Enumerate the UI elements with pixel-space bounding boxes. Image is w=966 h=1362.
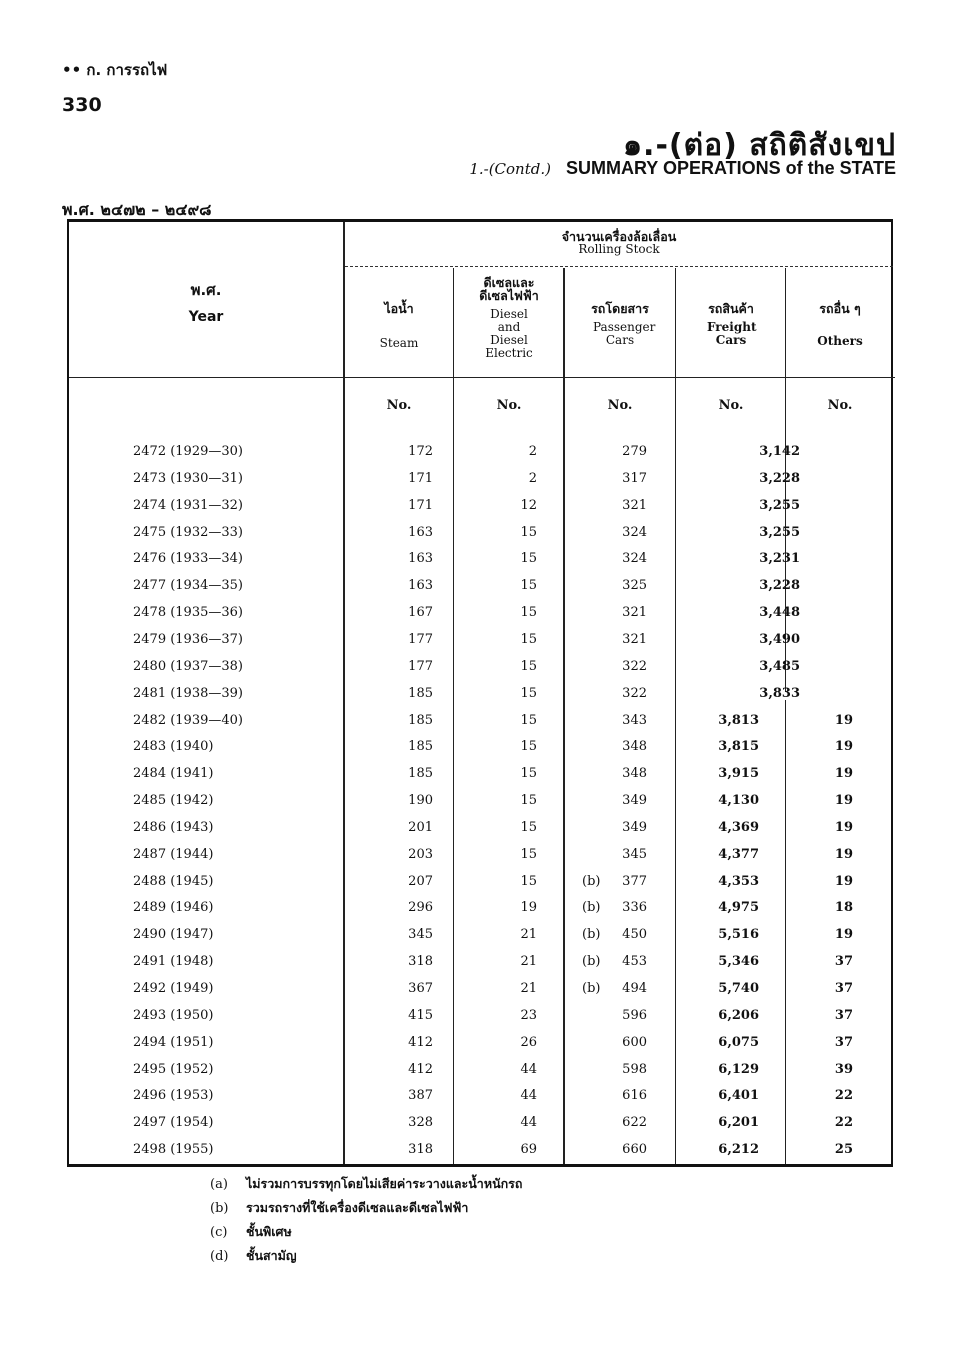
year-cell: 2477 (1934—35)	[133, 578, 243, 594]
year-cell: 2481 (1938—39)	[133, 685, 243, 701]
table-row	[69, 471, 895, 498]
title-english-text: SUMMARY OPERATIONS of the STATE	[565, 158, 896, 178]
year-cell: 2480 (1937—38)	[133, 658, 243, 674]
passenger-cell: 660	[622, 1142, 647, 1158]
passenger-cell: 349	[622, 793, 647, 809]
diesel-cell: 12	[520, 497, 537, 513]
year-cell: 2498 (1955)	[133, 1142, 214, 1158]
diesel-cell: 15	[520, 551, 537, 567]
table-row	[69, 1008, 895, 1035]
freight-cell: 4,377	[718, 846, 759, 862]
passenger-cell: 325	[622, 578, 647, 594]
unit-diesel: No.	[496, 398, 522, 413]
footnote-text: รวมรถรางที่ใช้เครื่องดีเซลและดีเซลไฟฟ้า	[246, 1200, 469, 1215]
passenger-cell: 321	[622, 497, 647, 513]
steam-cell: 167	[408, 605, 433, 621]
year-cell: 2487 (1944)	[133, 846, 214, 862]
freight-cell: 3,255	[759, 524, 800, 540]
others-cell: 19	[834, 927, 853, 943]
year-cell: 2485 (1942)	[133, 793, 214, 809]
freight-cell: 3,833	[759, 685, 800, 701]
table-row	[69, 1088, 895, 1115]
freight-cell: 4,369	[718, 819, 759, 835]
steam-cell: 163	[408, 551, 433, 567]
year-cell: 2489 (1946)	[133, 900, 214, 916]
year-cell: 2493 (1950)	[133, 1007, 214, 1023]
footnote-mark: (c)	[210, 1225, 228, 1240]
freight-cell: 4,353	[718, 873, 759, 889]
table-row	[69, 981, 895, 1008]
freight-cell: 3,231	[759, 551, 800, 567]
year-cell: 2497 (1954)	[133, 1115, 214, 1131]
steam-cell: 177	[408, 631, 433, 647]
others-cell: 19	[834, 739, 853, 755]
table-row	[69, 766, 895, 793]
year-cell: 2479 (1936—37)	[133, 631, 243, 647]
freight-cell: 3,485	[759, 658, 800, 674]
diesel-cell: 26	[520, 1034, 537, 1050]
steam-cell: 207	[408, 873, 433, 889]
year-cell: 2494 (1951)	[133, 1034, 214, 1050]
passenger-cell: 345	[622, 846, 647, 862]
footnote-text: ชั้นสามัญ	[246, 1248, 297, 1263]
others-cell: 19	[834, 712, 853, 728]
year-cell: 2475 (1932—33)	[133, 524, 243, 540]
freight-cell: 3,815	[718, 739, 759, 755]
passenger-cell: 453	[622, 954, 647, 970]
table-row	[69, 659, 895, 686]
steam-cell: 296	[408, 900, 433, 916]
table-row	[69, 498, 895, 525]
steam-cell: 171	[408, 497, 433, 513]
diesel-cell: 15	[520, 631, 537, 647]
steam-cell: 318	[408, 1142, 433, 1158]
footnote	[210, 1174, 522, 1194]
freight-cell: 5,740	[718, 981, 759, 996]
year-cell: 2473 (1930—31)	[133, 470, 243, 486]
table-row	[69, 927, 895, 954]
header-rule	[69, 377, 895, 378]
passenger-cell: 279	[622, 444, 647, 459]
year-header	[69, 281, 343, 325]
table-row	[69, 525, 895, 552]
year-header-thai: พ.ศ.	[190, 281, 222, 299]
table-row	[69, 847, 895, 874]
others-cell: 19	[834, 873, 853, 889]
freight-cell: 6,401	[718, 1088, 759, 1104]
diesel-cell: 15	[520, 766, 537, 782]
others-cell: 19	[834, 766, 853, 782]
freight-cell: 3,813	[718, 712, 759, 728]
passenger-cell: 322	[622, 685, 647, 701]
year-cell: 2492 (1949)	[133, 981, 214, 996]
diesel-cell: 15	[520, 712, 537, 728]
others-cell: 18	[834, 900, 853, 916]
freight-cell: 5,516	[718, 927, 759, 943]
passenger-cell: 343	[622, 712, 647, 728]
passenger-cell: 494	[622, 981, 647, 996]
freight-cell: 4,130	[718, 793, 759, 809]
year-cell: 2495 (1952)	[133, 1061, 214, 1077]
year-cell: 2488 (1945)	[133, 873, 214, 889]
table-row	[69, 739, 895, 766]
year-cell: 2483 (1940)	[133, 739, 214, 755]
year-cell: 2474 (1931—32)	[133, 497, 243, 513]
group-header-en: Rolling Stock	[578, 242, 660, 256]
freight-cell: 3,142	[759, 444, 800, 459]
freight-cell: 6,129	[718, 1061, 759, 1077]
others-cell: 22	[834, 1115, 853, 1131]
running-header: •• ก. การรถไฟ	[62, 61, 168, 79]
freight-cell: 3,448	[759, 605, 800, 621]
freight-cell: 3,490	[759, 631, 800, 647]
others-cell: 19	[834, 819, 853, 835]
freight-cell: 4,975	[718, 900, 759, 916]
footnote-mark: (b)	[582, 900, 601, 916]
steam-cell: 172	[408, 444, 433, 459]
freight-cell: 3,915	[718, 766, 759, 782]
footnote	[210, 1246, 297, 1266]
steam-cell: 163	[408, 578, 433, 594]
steam-cell: 190	[408, 793, 433, 809]
passenger-cell: 377	[622, 873, 647, 889]
footnote-mark: (b)	[582, 981, 601, 996]
steam-cell: 367	[408, 981, 433, 996]
freight-cell: 3,255	[759, 497, 800, 513]
others-cell: 37	[834, 981, 853, 996]
passenger-cell: 324	[622, 551, 647, 567]
freight-cell: 6,075	[718, 1034, 759, 1050]
title-contd: 1.-(Contd.)	[469, 160, 551, 178]
diesel-cell: 15	[520, 793, 537, 809]
diesel-cell: 44	[520, 1088, 537, 1104]
passenger-cell: 450	[622, 927, 647, 943]
steam-cell: 185	[408, 739, 433, 755]
col-header-passenger: รถโดยสาร Passenger Cars	[591, 301, 656, 347]
diesel-cell: 15	[520, 819, 537, 835]
footnote-mark: (b)	[582, 954, 601, 970]
others-cell: 37	[834, 1034, 853, 1050]
group-header	[345, 230, 893, 256]
year-cell: 2491 (1948)	[133, 954, 214, 970]
page-title-english	[469, 158, 896, 179]
page-title-thai: ๑.-(ต่อ) สถิติสังเขป	[623, 128, 896, 163]
footnote	[210, 1222, 292, 1242]
diesel-cell: 15	[520, 739, 537, 755]
passenger-cell: 348	[622, 739, 647, 755]
period-label: พ.ศ. ๒๔๗๒ – ๒๔๙๘	[62, 200, 212, 219]
year-cell: 2486 (1943)	[133, 819, 214, 835]
steam-cell: 412	[408, 1061, 433, 1077]
table-row	[69, 874, 895, 901]
table-row	[69, 578, 895, 605]
freight-cell: 5,346	[718, 954, 759, 970]
year-cell: 2476 (1933—34)	[133, 551, 243, 567]
passenger-cell: 336	[622, 900, 647, 916]
footnote-mark: (b)	[582, 873, 601, 889]
rolling-stock-table	[67, 219, 893, 1167]
passenger-cell: 324	[622, 524, 647, 540]
passenger-cell: 349	[622, 819, 647, 835]
freight-cell: 3,228	[759, 470, 800, 486]
diesel-cell: 15	[520, 873, 537, 889]
steam-cell: 185	[408, 712, 433, 728]
footnote-mark: (b)	[582, 927, 601, 943]
passenger-cell: 348	[622, 766, 647, 782]
year-cell: 2482 (1939—40)	[133, 712, 243, 728]
table-row	[69, 632, 895, 659]
passenger-cell: 317	[622, 470, 647, 486]
footnote-mark: (d)	[210, 1249, 229, 1264]
year-header-en: Year	[188, 309, 224, 325]
unit-passenger: No.	[607, 398, 633, 413]
diesel-cell: 69	[520, 1142, 537, 1158]
others-cell: 22	[834, 1088, 853, 1104]
footnote-mark: (b)	[210, 1201, 229, 1216]
diesel-cell: 21	[520, 981, 537, 996]
diesel-cell: 44	[520, 1115, 537, 1131]
diesel-cell: 15	[520, 524, 537, 540]
steam-cell: 163	[408, 524, 433, 540]
group-header-thai: จำนวนเครื่องล้อเลื่อน	[561, 229, 677, 244]
steam-cell: 415	[408, 1007, 433, 1023]
diesel-cell: 23	[520, 1007, 537, 1023]
table-row	[69, 793, 895, 820]
steam-cell: 171	[408, 470, 433, 486]
year-cell: 2478 (1935—36)	[133, 605, 243, 621]
footnote-text: ไม่รวมการบรรทุกโดยไม่เสียค่าระวางและน้ำหนักรถ	[246, 1176, 523, 1191]
steam-cell: 177	[408, 658, 433, 674]
passenger-cell: 321	[622, 605, 647, 621]
others-cell: 19	[834, 793, 853, 809]
steam-cell: 387	[408, 1088, 433, 1104]
table-row	[69, 444, 895, 471]
table-row	[69, 900, 895, 927]
table-row	[69, 551, 895, 578]
steam-cell: 185	[408, 685, 433, 701]
others-cell: 37	[834, 954, 853, 970]
diesel-cell: 15	[520, 578, 537, 594]
freight-cell: 3,228	[759, 578, 800, 594]
page-number: 330	[62, 94, 102, 116]
diesel-cell: 15	[520, 605, 537, 621]
others-cell: 25	[834, 1142, 853, 1158]
passenger-cell: 598	[622, 1061, 647, 1077]
table-row	[69, 820, 895, 847]
freight-cell: 6,212	[718, 1142, 759, 1158]
steam-cell: 412	[408, 1034, 433, 1050]
year-cell: 2496 (1953)	[133, 1088, 214, 1104]
diesel-cell: 21	[520, 927, 537, 943]
others-cell: 39	[834, 1061, 853, 1077]
diesel-cell: 19	[520, 900, 537, 916]
steam-cell: 345	[408, 927, 433, 943]
year-cell: 2484 (1941)	[133, 766, 214, 782]
steam-cell: 185	[408, 766, 433, 782]
steam-cell: 203	[408, 846, 433, 862]
passenger-cell: 622	[622, 1115, 647, 1131]
year-cell: 2490 (1947)	[133, 927, 214, 943]
unit-freight: No.	[718, 398, 744, 413]
unit-others: No.	[827, 398, 853, 413]
year-cell: 2472 (1929—30)	[133, 444, 243, 459]
table-row	[69, 1062, 895, 1089]
col-header-steam: ไอน้ำ Steam	[379, 301, 419, 350]
table-row	[69, 1115, 895, 1142]
steam-cell: 318	[408, 954, 433, 970]
col-header-others: รถอื่น ๆ Others	[817, 301, 863, 348]
unit-steam: No.	[386, 398, 412, 413]
footnote-mark: (a)	[210, 1177, 228, 1192]
diesel-cell: 15	[520, 658, 537, 674]
steam-cell: 328	[408, 1115, 433, 1131]
col-header-freight: รถสินค้า Freight Cars	[707, 301, 757, 347]
others-cell: 19	[834, 846, 853, 862]
table-row	[69, 605, 895, 632]
diesel-cell: 15	[520, 685, 537, 701]
footnote-text: ชั้นพิเศษ	[246, 1224, 292, 1239]
table-row	[69, 1035, 895, 1062]
table-row	[69, 1142, 895, 1169]
passenger-cell: 321	[622, 631, 647, 647]
freight-cell: 6,201	[718, 1115, 759, 1131]
freight-cell: 6,206	[718, 1007, 759, 1023]
table-row	[69, 713, 895, 740]
passenger-cell: 322	[622, 658, 647, 674]
footnote	[210, 1198, 468, 1218]
diesel-cell: 15	[520, 846, 537, 862]
col-header-diesel: ดีเซลและดีเซลไฟฟ้า Diesel and Diesel Electric	[479, 275, 539, 360]
steam-cell: 201	[408, 819, 433, 835]
diesel-cell: 44	[520, 1061, 537, 1077]
passenger-cell: 616	[622, 1088, 647, 1104]
passenger-cell: 600	[622, 1034, 647, 1050]
passenger-cell: 596	[622, 1007, 647, 1023]
others-cell: 37	[834, 1007, 853, 1023]
diesel-cell: 2	[528, 470, 537, 486]
group-header-rule	[345, 266, 893, 267]
diesel-cell: 2	[528, 444, 537, 459]
table-row	[69, 686, 895, 713]
diesel-cell: 21	[520, 954, 537, 970]
table-row	[69, 954, 895, 981]
